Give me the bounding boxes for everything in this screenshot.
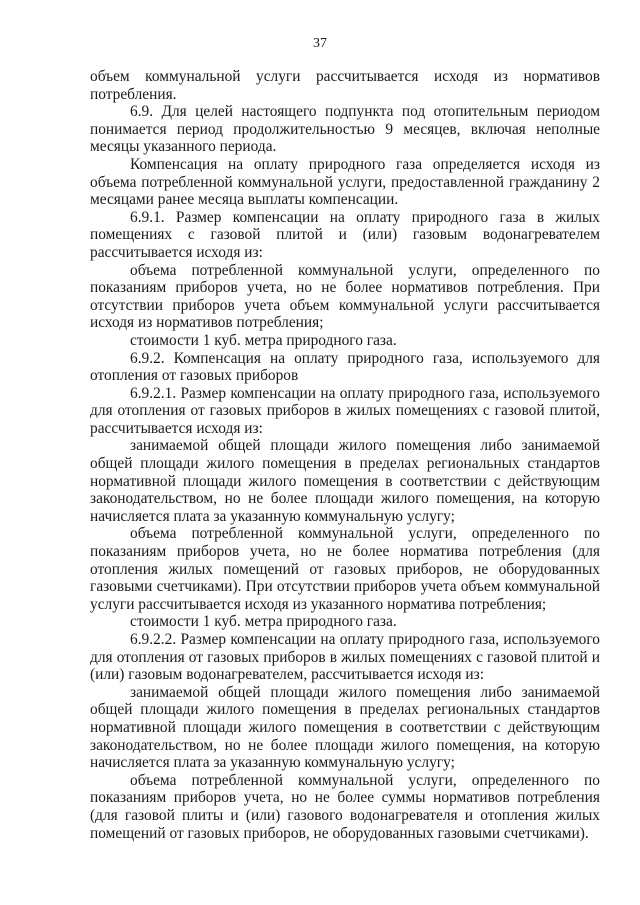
- paragraph-6-9-1: 6.9.1. Размер компенсации на оплату природного газа в жилых помещениях с газовой плитой и (или) газовым водонагревателем рассчитывается исходя из:: [90, 208, 600, 261]
- paragraph-volume-norm: объема потребленной коммунальной услуги, определенного по показаниям приборов учета, но не более норматива потребления (для отопления жилых помещений от газовых приборов, не оборудованных газовыми счетчиками). При отсутствии приборов учета объем коммунальной услуги рассчитывается исходя из указанного норматива потребления;: [90, 525, 600, 613]
- paragraph-gas-cost: стоимости 1 куб. метра природного газа.: [130, 331, 397, 349]
- paragraph-gas-cost-2: стоимости 1 куб. метра природного газа.: [130, 613, 397, 631]
- document-body: [90, 68, 600, 842]
- paragraph-occupied-area-2: занимаемой общей площади жилого помещения либо занимаемой общей площади жилого помещения в пределах региональных стандартов нормативной площади жилого помещения в соответствии с действующим законодательством, но не более площади жилого помещения, на которую начисляется плата за указанную коммунальную услугу;: [90, 683, 600, 772]
- paragraph-6-9: 6.9. Для целей настоящего подпункта под отопительным периодом понимается период продолжительностью 9 месяцев, включая неполные месяцы указанного периода.: [90, 103, 600, 156]
- paragraph-compensation-gas: Компенсация на оплату природного газа определяется исходя из объема потребленной коммунальной услуги, предоставленной гражданину 2 месяцами ранее месяца выплаты компенсации.: [90, 155, 600, 209]
- paragraph-6-9-2-2: 6.9.2.2. Размер компенсации на оплату природного газа, используемого для отопления от газовых приборов в жилых помещениях с газовой плитой и (или) газовым водонагревателем, рассчитывается исходя из:: [90, 631, 600, 684]
- paragraph-volume-consumed: объема потребленной коммунальной услуги, определенного по показаниям приборов учета, но не более нормативов потребления. При отсутствии приборов учета объем коммунальной услуги рассчитывается исходя из нормативов потребления;: [90, 261, 600, 332]
- paragraph-occupied-area: занимаемой общей площади жилого помещения либо занимаемой общей площади жилого помещения в пределах региональных стандартов нормативной площади жилого помещения в соответствии с действующим законодательством, но не более площади жилого помещения, на которую начисляется плата за указанную коммунальную услугу;: [90, 437, 600, 525]
- page-number: 37: [313, 36, 327, 51]
- paragraph-6-9-2-1: 6.9.2.1. Размер компенсации на оплату природного газа, используемого для отопления от газовых приборов в жилых помещениях с газовой плитой, рассчитывается исходя из:: [90, 384, 600, 437]
- paragraph-continuation: объем коммунальной услуги рассчитывается исходя из нормативов потребления.: [90, 68, 600, 103]
- paragraph-volume-norms-sum: объема потребленной коммунальной услуги, определенного по показаниям приборов учета, но не более суммы нормативов потребления (для газовой плиты и (или) газового водонагревателя и отопления жилых помещений от газовых приборов, не оборудованных газовыми счетчиками).: [90, 771, 600, 842]
- paragraph-6-9-2: 6.9.2. Компенсация на оплату природного газа, используемого для отопления от газовых приборов: [90, 349, 600, 385]
